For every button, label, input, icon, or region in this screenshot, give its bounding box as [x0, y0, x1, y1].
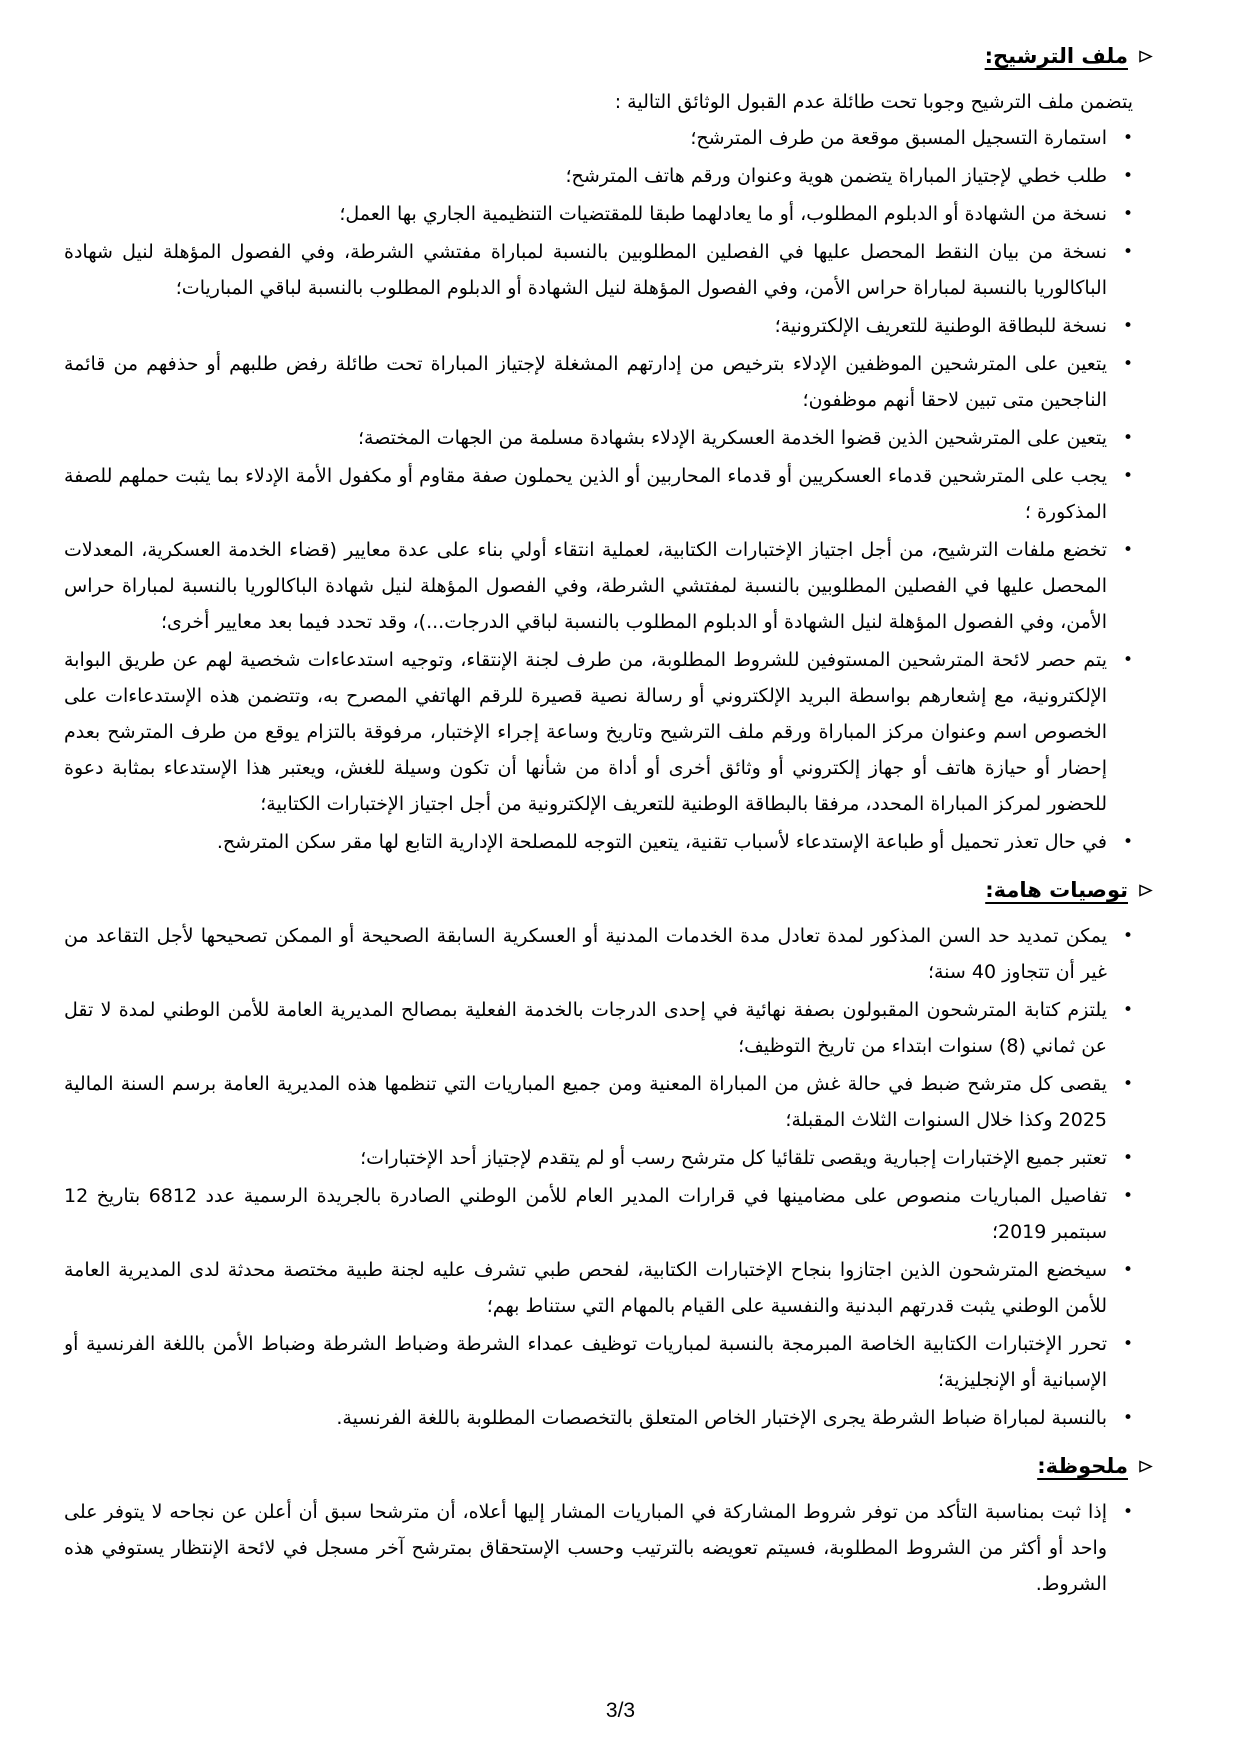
list-item-text: يقصى كل مترشح ضبط في حالة غش من المباراة المعنية ومن جميع المباريات التي تنظمها هذه المديرية العامة برسم السنة المالية 2025 وكذا خلال السنوات الثلاث المقبلة؛ [64, 1073, 1107, 1131]
bullet-list [64, 918, 1153, 1436]
document-body [64, 38, 1153, 1602]
list-item [64, 1066, 1133, 1138]
list-item-text: تفاصيل المباريات منصوص على مضامينها في قرارات المدير العام للأمن الوطني الصادرة بالجريدة الرسمية عدد 6812 بتاريخ 12 سبتمبر 2019؛ [64, 1185, 1108, 1243]
bullet-dot-icon: • [1122, 1334, 1133, 1354]
bullet-dot-icon: • [1122, 166, 1133, 186]
list-item-text: يمكن تمديد حد السن المذكور لمدة تعادل مدة الخدمات المدنية أو العسكرية السابقة الصحيحة أو الممكن تصحيحها لأجل التقاعد من غير أن تتجاوز 40 سنة؛ [64, 925, 1107, 983]
list-item [64, 308, 1133, 344]
bullet-dot-icon: • [1122, 316, 1133, 336]
list-item [64, 1140, 1133, 1176]
list-item-text: في حال تعذر تحميل أو طباعة الإستدعاء لأسباب تقنية، يتعين التوجه للمصلحة الإدارية التابع لها مقر سكن المترشح. [216, 831, 1107, 853]
bullet-dot-icon: • [1122, 1186, 1133, 1206]
section-heading-text: توصيات هامة: [985, 878, 1128, 902]
bullet-dot-icon: • [1122, 650, 1133, 670]
list-item [64, 158, 1133, 194]
bullet-dot-icon: • [1122, 540, 1133, 560]
list-item-text: تعتبر جميع الإختبارات إجبارية ويقصى تلقائيا كل مترشح رسب أو لم يتقدم لإجتياز أحد الإختبارات؛ [360, 1147, 1107, 1169]
bullet-dot-icon: • [1122, 832, 1133, 852]
list-item [64, 532, 1133, 640]
list-item [64, 196, 1133, 232]
list-item [64, 642, 1133, 822]
list-item [64, 918, 1133, 990]
bullet-list [64, 120, 1153, 860]
list-item-text: بالنسبة لمباراة ضباط الشرطة يجرى الإختبار الخاص المتعلق بالتخصصات المطلوبة باللغة الفرنسية. [336, 1407, 1107, 1429]
list-item-text: نسخة من بيان النقط المحصل عليها في الفصلين المطلوبين بالنسبة لمباراة مفتشي الشرطة، وفي الفصول المؤهلة لنيل شهادة الباكالوريا بالنسبة لمباراة حراس الأمن، وفي الفصول المؤهلة لنيل الشهادة أو الدبلوم المطلوب بالنسبة لباقي المباريات؛ [64, 241, 1107, 299]
arrow-right-icon [1138, 883, 1153, 898]
section-heading [64, 38, 1153, 74]
arrow-right-icon [1138, 1459, 1153, 1474]
bullet-dot-icon: • [1122, 1502, 1133, 1522]
bullet-dot-icon: • [1122, 466, 1133, 486]
list-item-text: يتعين على المترشحين الموظفين الإدلاء بترخيص من إدارتهم المشغلة لإجتياز المباراة تحت طائلة رفض طلبهم أو حذفهم من قائمة الناجحين متى تبين لاحقا أنهم موظفون؛ [64, 353, 1107, 411]
section-heading [64, 872, 1153, 908]
list-item-text: نسخة للبطاقة الوطنية للتعريف الإلكترونية؛ [774, 315, 1107, 337]
list-item-text: يتم حصر لائحة المترشحين المستوفين للشروط المطلوبة، من طرف لجنة الإنتقاء، وتوجيه استدعاءات شخصية لهم عن طريق البوابة الإلكترونية، مع إشعارهم بواسطة البريد الإلكتروني أو رسالة نصية قصيرة للرقم الهاتفي المصرح به، وتتضمن هذه الإستدعاءات على الخصوص اسم وعنوان مركز المباراة ورقم ملف الترشيح وتاريخ وساعة إجراء الإختبار، مرفوقة بالتزام يوقع من طرف المترشح بعدم إحضار أو حيازة هاتف أو جهاز إلكتروني أو وثائق أخرى أو أداة من شأنها أن تكون وسيلة للغش، ويعتبر هذا الإستدعاء بمثابة دعوة للحضور لمركز المباراة المحدد، مرفقا بالبطاقة الوطنية للتعريف الإلكترونية من أجل اجتياز الإختبارات الكتابية؛ [64, 649, 1107, 815]
bullet-dot-icon: • [1122, 1148, 1133, 1168]
section-intro: يتضمن ملف الترشيح وجوبا تحت طائلة عدم القبول الوثائق التالية : [614, 91, 1133, 113]
bullet-list [64, 1494, 1153, 1602]
list-item [64, 234, 1133, 306]
list-item [64, 420, 1133, 456]
list-item-text: يجب على المترشحين قدماء العسكريين أو قدماء المحاربين أو الذين يحملون صفة مقاوم أو مكفول الأمة الإدلاء بما يثبت حملهم للصفة المذكورة ؛ [64, 465, 1107, 523]
section-heading-text: ملحوظة: [1037, 1454, 1128, 1478]
bullet-dot-icon: • [1122, 1408, 1133, 1428]
list-item [64, 346, 1133, 418]
list-item-text: استمارة التسجيل المسبق موقعة من طرف المترشح؛ [690, 127, 1107, 149]
list-item [64, 1326, 1133, 1398]
list-item [64, 992, 1133, 1064]
document-section [64, 872, 1153, 1436]
list-item-text: إذا ثبت بمناسبة التأكد من توفر شروط المشاركة في المباريات المشار إليها أعلاه، أن مترشحا سبق أن أعلن عن نجاحه لا يتوفر على واحد أو أكثر من الشروط المطلوبة، فسيتم تعويضه بالترتيب وحسب الإستحقاق بمترشح آخر مسجل في لائحة الإنتظار يستوفي هذه الشروط. [64, 1501, 1107, 1595]
list-item-text: يتعين على المترشحين الذين قضوا الخدمة العسكرية الإدلاء بشهادة مسلمة من الجهات المختصة؛ [357, 427, 1107, 449]
list-item-text: نسخة من الشهادة أو الدبلوم المطلوب، أو ما يعادلهما طبقا للمقتضيات التنظيمية الجاري بها العمل؛ [339, 203, 1107, 225]
list-item-text: تحرر الإختبارات الكتابية الخاصة المبرمجة بالنسبة لمباريات توظيف عمداء الشرطة وضباط الشرطة وضباط الأمن باللغة الفرنسية أو الإسبانية أو الإنجليزية؛ [64, 1333, 1107, 1391]
section-heading-text: ملف الترشيح: [984, 44, 1128, 68]
list-item-text: يلتزم كتابة المترشحون المقبولون بصفة نهائية في إحدى الدرجات بالخدمة الفعلية بمصالح المديرية العامة للأمن الوطني لمدة لا تقل عن ثماني (8) سنوات ابتداء من تاريخ التوظيف؛ [64, 999, 1107, 1057]
list-item [64, 458, 1133, 530]
list-item [64, 824, 1133, 860]
page-number: 3/3 [605, 1699, 636, 1722]
section-heading [64, 1448, 1153, 1484]
bullet-dot-icon: • [1122, 1074, 1133, 1094]
list-item [64, 1252, 1133, 1324]
list-item [64, 1400, 1133, 1436]
document-section [64, 1448, 1153, 1602]
document-section [64, 38, 1153, 860]
list-item [64, 1178, 1133, 1250]
arrow-right-icon [1138, 49, 1153, 64]
list-item [64, 1494, 1133, 1602]
list-item-text: سيخضع المترشحون الذين اجتازوا بنجاح الإختبارات الكتابية، لفحص طبي تشرف عليه لجنة طبية مختصة محدثة لدى المديرية العامة للأمن الوطني يثبت قدرتهم البدنية والنفسية على القيام بالمهام التي ستناط بهم؛ [64, 1259, 1107, 1317]
bullet-dot-icon: • [1122, 242, 1133, 262]
page-footer [0, 1693, 1241, 1729]
bullet-dot-icon: • [1122, 926, 1133, 946]
bullet-dot-icon: • [1122, 354, 1133, 374]
bullet-dot-icon: • [1122, 428, 1133, 448]
bullet-dot-icon: • [1122, 128, 1133, 148]
bullet-dot-icon: • [1122, 1000, 1133, 1020]
bullet-dot-icon: • [1122, 204, 1133, 224]
list-item-text: طلب خطي لإجتياز المباراة يتضمن هوية وعنوان ورقم هاتف المترشح؛ [565, 165, 1107, 187]
bullet-dot-icon: • [1122, 1260, 1133, 1280]
list-item [64, 120, 1133, 156]
list-item-text: تخضع ملفات الترشيح، من أجل اجتياز الإختبارات الكتابية، لعملية انتقاء أولي بناء على عدة معايير (قضاء الخدمة العسكرية، المعدلات المحصل عليها في الفصلين المطلوبين بالنسبة لمفتشي الشرطة، وفي الفصول المؤهلة لنيل شهادة الباكالوريا بالنسبة لمباراة حراس الأمن، وفي الفصول المؤهلة لنيل الشهادة أو الدبلوم المطلوب بالنسبة لباقي الدرجات...)، وقد تحدد فيما بعد معايير أخرى؛ [64, 539, 1107, 633]
